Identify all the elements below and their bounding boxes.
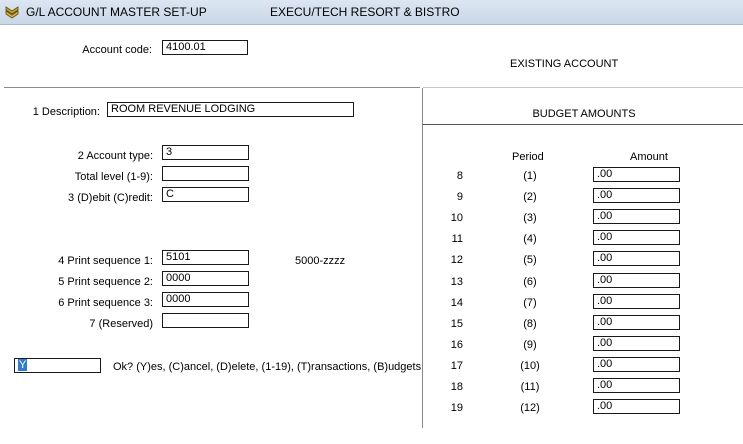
budget-amount-field[interactable]: .00: [593, 230, 680, 245]
debit-credit-label: 3 (D)ebit (C)redit:: [68, 192, 153, 204]
print-seq1-field[interactable]: 5101: [162, 250, 249, 265]
budget-row: [425, 314, 743, 335]
print-seq2-field[interactable]: 0000: [162, 271, 249, 286]
budget-row-number: 8: [456, 170, 463, 182]
budget-amount-field[interactable]: .00: [593, 167, 680, 182]
prompt-selected-text: Y: [19, 359, 27, 371]
budget-row-period: (11): [520, 381, 540, 393]
budget-panel-border: [422, 88, 423, 428]
budget-row-number: 16: [450, 338, 463, 351]
budget-row-number: 11: [451, 233, 463, 246]
print-seq1-label: 4 Print sequence 1:: [58, 255, 153, 267]
budget-row-period: (12): [520, 402, 540, 415]
debit-credit-field[interactable]: C: [162, 187, 249, 202]
print-seq3-label: 6 Print sequence 3:: [58, 297, 153, 309]
budget-row-number: 17: [450, 359, 463, 372]
account-code-field[interactable]: 4100.01: [162, 40, 248, 55]
budget-amount-field[interactable]: .00: [593, 251, 680, 266]
prompt-input[interactable]: [14, 358, 101, 373]
budget-row-period: (10): [520, 359, 540, 372]
total-level-label: Total level (1-9):: [74, 171, 153, 183]
budget-amount-field[interactable]: .00: [593, 357, 680, 372]
budget-panel-top: [423, 87, 743, 88]
budget-row-number: 10: [450, 212, 463, 225]
budget-row-period: (2): [523, 191, 537, 204]
budget-amount-field[interactable]: .00: [593, 188, 680, 203]
budget-title: BUDGET AMOUNTS: [532, 108, 636, 120]
budget-row-number: 14: [450, 296, 463, 309]
budget-row: [425, 377, 743, 398]
company-name: EXECU/TECH RESORT & BISTRO: [270, 5, 460, 19]
budget-amount-field[interactable]: .00: [593, 399, 680, 414]
budget-row-number: 15: [450, 317, 463, 330]
budget-header-line: [423, 124, 743, 125]
budget-row: [425, 187, 743, 208]
print-seq1-range-hint: 5000-zzzz: [295, 255, 346, 267]
budget-row-period: (3): [523, 212, 537, 225]
account-status: EXISTING ACCOUNT: [510, 58, 619, 70]
account-type-field[interactable]: 3: [162, 145, 249, 160]
budget-row-number: 19: [450, 402, 463, 415]
reserved-label: 7 (Reserved): [89, 318, 153, 330]
budget-row-period: (4): [523, 233, 537, 246]
period-header: Period: [512, 151, 544, 163]
budget-row: [425, 229, 743, 250]
budget-row-period: (8): [523, 317, 537, 330]
budget-row-period: (6): [523, 275, 537, 288]
print-seq3-field[interactable]: 0000: [162, 292, 249, 307]
budget-row-period: (5): [523, 254, 537, 267]
amount-header: Amount: [630, 151, 668, 163]
separator-left: [4, 87, 420, 88]
reserved-field[interactable]: [162, 313, 249, 328]
app-icon: [5, 5, 19, 19]
account-type-label: 2 Account type:: [77, 150, 153, 162]
budget-row: [425, 356, 743, 377]
budget-amount-field[interactable]: .00: [593, 378, 680, 393]
budget-row: [425, 398, 743, 419]
budget-row: [425, 166, 743, 187]
total-level-field[interactable]: [162, 166, 249, 181]
budget-row-number: 9: [456, 191, 463, 204]
budget-row: [425, 335, 743, 356]
budget-row: [425, 250, 743, 271]
window-title: G/L ACCOUNT MASTER SET-UP: [26, 5, 207, 19]
print-seq2-label: 5 Print sequence 2:: [58, 276, 153, 288]
budget-row: [425, 293, 743, 314]
prompt-text: Ok? (Y)es, (C)ancel, (D)elete, (1-19), (T)ransactions, (B)udgets: [113, 361, 422, 373]
budget-row-period: (1): [523, 170, 537, 182]
title-bar: [0, 0, 743, 25]
budget-row-number: 13: [450, 275, 463, 288]
budget-row: [425, 208, 743, 229]
budget-amount-field[interactable]: .00: [593, 336, 680, 351]
description-label: 1 Description:: [32, 106, 100, 118]
budget-amount-field[interactable]: .00: [593, 273, 680, 288]
budget-row-number: 18: [450, 381, 463, 393]
account-code-label: Account code:: [82, 44, 152, 56]
budget-row-period: (7): [523, 296, 537, 309]
budget-amount-field[interactable]: .00: [593, 209, 680, 224]
budget-row-period: (9): [523, 338, 537, 351]
budget-row-number: 12: [450, 254, 463, 267]
budget-amount-field[interactable]: .00: [593, 294, 680, 309]
budget-amount-field[interactable]: .00: [593, 315, 680, 330]
description-field[interactable]: ROOM REVENUE LODGING: [107, 102, 354, 117]
budget-row: [425, 272, 743, 293]
